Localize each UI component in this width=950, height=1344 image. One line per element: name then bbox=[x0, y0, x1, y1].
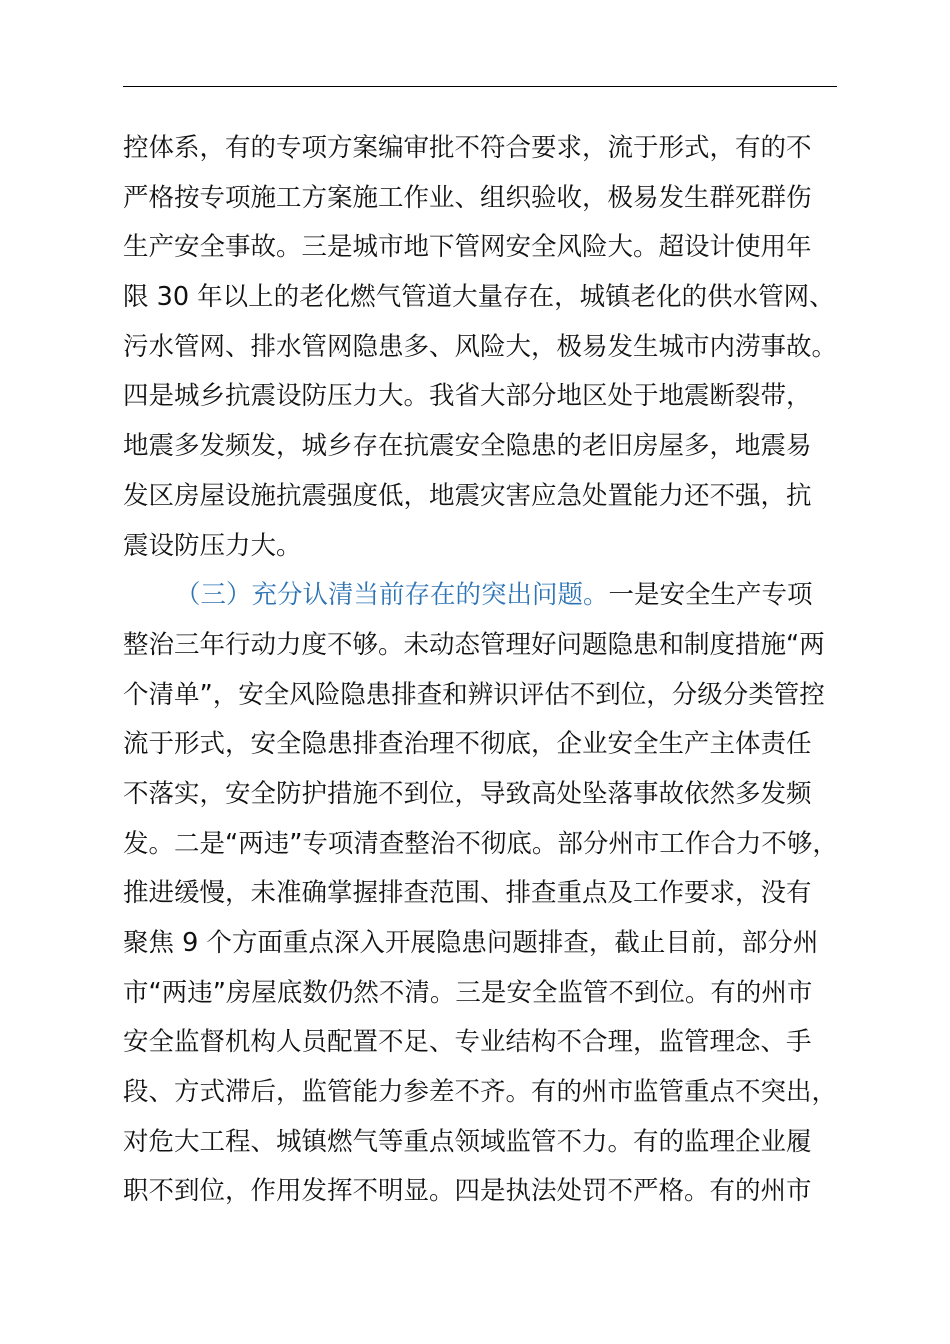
text-line: 严格按专项施工方案施工作业、组织验收，极易发生群死群伤 bbox=[123, 182, 812, 213]
section-heading-line bbox=[123, 571, 853, 621]
text-line: 个清单”，安全风险隐患排查和辨识评估不到位，分级分类管控 bbox=[123, 679, 825, 710]
text-line: 地震多发频发，城乡存在抗震安全隐患的老旧房屋多，地震易 bbox=[123, 431, 812, 462]
text-line: 推进缓慢，未准确掌握排查范围、排查重点及工作要求，没有 bbox=[123, 878, 812, 909]
text-line: 控体系，有的专项方案编审批不符合要求，流于形式，有的不 bbox=[123, 133, 812, 163]
text-line: 四是城乡抗震设防压力大。我省大部分地区处于地震断裂带， bbox=[123, 381, 812, 412]
text-line: 职不到位，作用发挥不明显。四是执法处罚不严格。有的州市 bbox=[123, 1176, 812, 1207]
text-line: 段、方式滞后，监管能力参差不齐。有的州市监管重点不突出， bbox=[123, 1077, 838, 1108]
text-line: 发区房屋设施抗震强度低，地震灾害应急处置能力还不强，抗 bbox=[123, 480, 812, 511]
text-line: 整治三年行动力度不够。未动态管理好问题隐患和制度措施“两 bbox=[123, 629, 825, 660]
text-line: 限 30 年以上的老化燃气管道大量存在，城镇老化的供水管网、 bbox=[123, 282, 835, 313]
text-line: 安全监督机构人员配置不足、专业结构不合理，监管理念、手 bbox=[123, 1027, 812, 1058]
header-rule bbox=[123, 86, 837, 87]
text-line: 不落实，安全防护措施不到位，导致高处坠落事故依然多发频 bbox=[123, 778, 812, 809]
text-line: 流于形式，安全隐患排查治理不彻底，企业安全生产主体责任 bbox=[123, 729, 812, 760]
section-heading: （三）充分认清当前存在的突出问题。 bbox=[175, 580, 609, 611]
document-body bbox=[123, 124, 853, 1217]
text-line: 生产安全事故。三是城市地下管网安全风险大。超设计使用年 bbox=[123, 232, 812, 263]
text-line: 聚焦 9 个方面重点深入开展隐患问题排查，截止目前，部分州 bbox=[123, 928, 819, 958]
heading-line-rest: 一是安全生产专项 bbox=[608, 580, 813, 611]
text-line: 市“两违”房屋底数仍然不清。三是安全监管不到位。有的州市 bbox=[123, 977, 813, 1008]
text-line: 污水管网、排水管网隐患多、风险大，极易发生城市内涝事故。 bbox=[123, 331, 838, 362]
text-line: 发。二是“两违”专项清查整治不彻底。部分州市工作合力不够， bbox=[123, 828, 838, 859]
text-line: 震设防压力大。 bbox=[123, 530, 302, 561]
text-line: 对危大工程、城镇燃气等重点领域监管不力。有的监理企业履 bbox=[123, 1126, 812, 1157]
